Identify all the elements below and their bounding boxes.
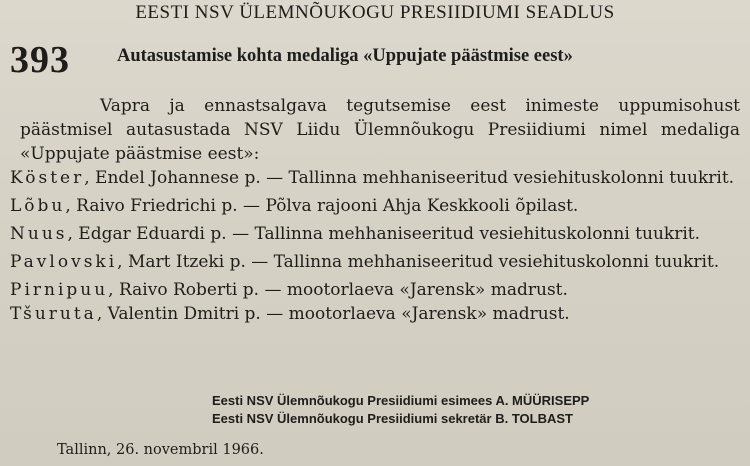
intro-paragraph: Vapra ja ennastsalgava tegutsemise eest inimeste uppumisohust päästmisel autasustada NSV Liidu Ülemnõukogu Presiidiumi nimel medaliga «Uppujate päästmise eest»: bbox=[20, 96, 740, 164]
award-entry bbox=[10, 166, 740, 190]
chairman-signature: Eesti NSV Ülemnõukogu Presiidiumi esimees A. MÜÜRISEPP bbox=[212, 393, 590, 408]
document-header: EESTI NSV ÜLEMNÕUKOGU PRESIIDIUMI SEADLUS bbox=[135, 2, 615, 23]
award-entry bbox=[10, 194, 740, 218]
secretary-signature: Eesti NSV Ülemnõukogu Presiidiumi sekretär B. TOLBAST bbox=[212, 411, 573, 426]
entry-details: , Valentin Dmitri p. — mootorlaeva «Jarensk» madrust. bbox=[96, 304, 570, 324]
entry-details: , Raivo Roberti p. — mootorlaeva «Jarensk» madrust. bbox=[108, 280, 568, 300]
decree-body bbox=[10, 94, 740, 326]
entry-details: , Edgar Eduardi p. — Tallinna mehhaniseeritud vesiehituskolonni tuukrit. bbox=[67, 224, 700, 244]
entry-surname: Tšuruta bbox=[10, 304, 97, 324]
entry-surname: Nuus bbox=[10, 224, 68, 244]
place-and-date: Tallinn, 26. novembril 1966. bbox=[57, 442, 264, 458]
entry-details: , Raivo Friedrichi p. — Põlva rajooni Ahja Keskkooli õpilast. bbox=[65, 196, 579, 216]
award-entry bbox=[10, 278, 740, 302]
entry-surname: Köster bbox=[10, 168, 85, 188]
entry-details: , Endel Johannese p. — Tallinna mehhaniseeritud vesiehituskolonni tuukrit. bbox=[84, 168, 735, 188]
entry-surname: Pirnipuu bbox=[10, 280, 109, 300]
entry-surname: Lõbu bbox=[10, 196, 66, 216]
award-entry bbox=[10, 302, 740, 326]
entry-surname: Pavlovski bbox=[10, 252, 118, 272]
decree-number: 393 bbox=[10, 39, 70, 81]
award-entry bbox=[10, 250, 740, 274]
award-entry bbox=[10, 222, 740, 246]
decree-title: Autasustamise kohta medaliga «Uppujate päästmise eest» bbox=[117, 46, 573, 66]
signature-block bbox=[212, 392, 589, 428]
entry-details: , Mart Itzeki p. — Tallinna mehhaniseeritud vesiehituskolonni tuukrit. bbox=[117, 252, 720, 272]
